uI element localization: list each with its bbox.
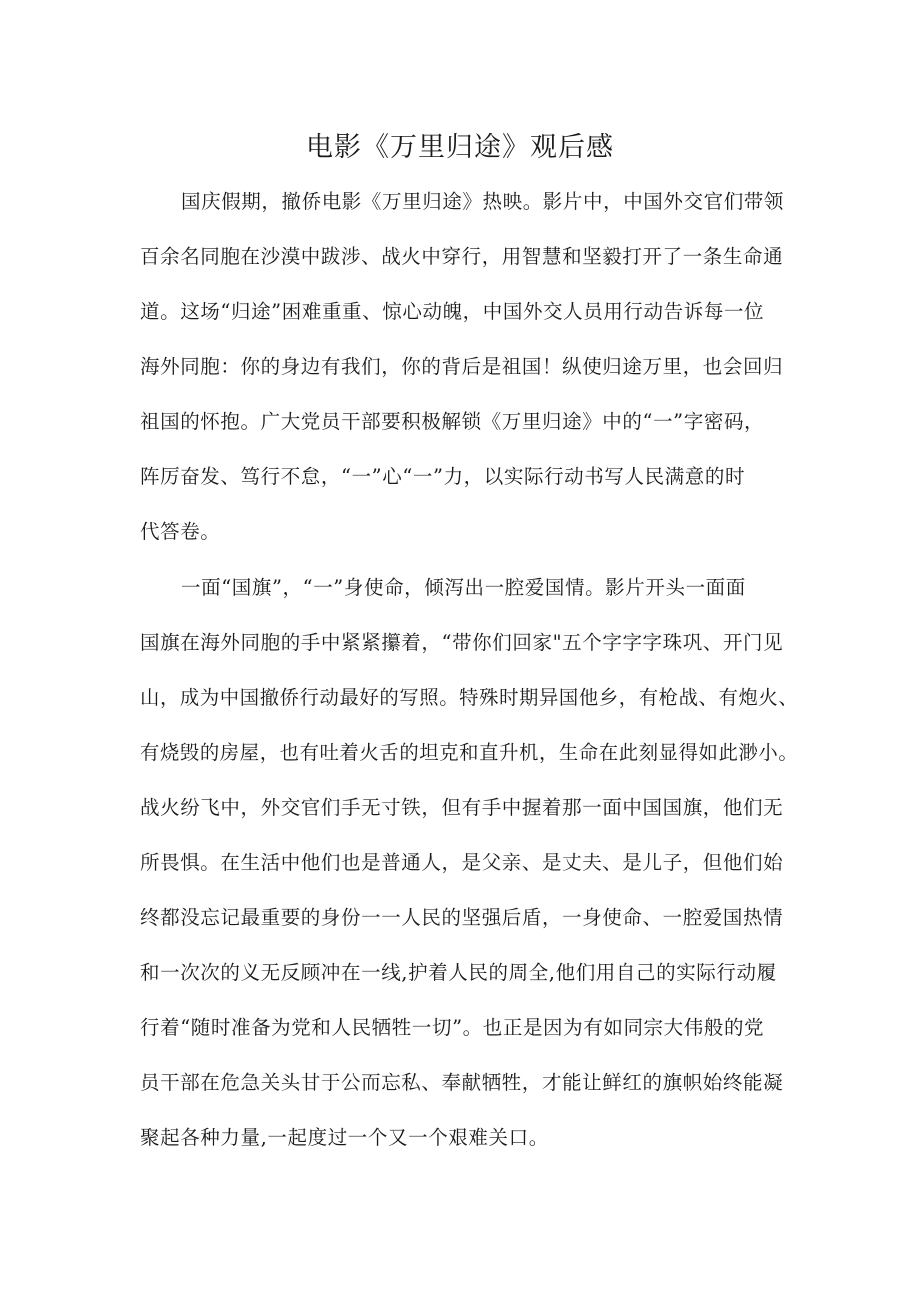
paragraph-line: 百余名同胞在沙漠中跋涉、战火中穿行，用智慧和坚毅打开了一条生命通 — [140, 245, 784, 268]
paragraph-line: 阵厉奋发、笃行不怠，“一”心“一”力，以实际行动书写人民满意的时 — [140, 465, 746, 488]
paragraph-line: 和一次次的义无反顾冲在一线,护着人民的周全,他们用自己的实际行动履 — [140, 961, 777, 984]
paragraph-line: 行着“随时准备为党和人民牺牲一切”。也正是因为有如同宗大伟般的党 — [140, 1016, 765, 1039]
paragraph-line: 聚起各种力量,一起度过一个又一个艰难关口。 — [140, 1126, 549, 1149]
paragraph-line: 战火纷飞中，外交官们手无寸铁，但有手中握着那一面中国国旗，他们无 — [140, 796, 784, 819]
paragraph-line: 国旗在海外同胞的手中紧紧攥着，“带你们回家"五个字字字珠巩、开门见 — [140, 631, 784, 654]
paragraph-line: 一面“国旗”，“一”身使命，倾泻出一腔爱国情。影片开头一面面 — [181, 576, 746, 599]
page-title: 电影《万里归途》观后感 — [306, 132, 614, 163]
paragraph-line: 所畏惧。在生活中他们也是普通人，是父亲、是丈夫、是儿子，但他们始 — [140, 851, 784, 874]
paragraph-line: 山，成为中国撤侨行动最好的写照。特殊时期异国他乡，有枪战、有炮火、 — [140, 686, 799, 709]
paragraph-line: 道。这场“归途”困难重重、惊心动魄，中国外交人员用行动告诉每一位 — [140, 300, 765, 323]
paragraph-line: 员干部在危急关头甘于公而忘私、奉献牺牲，才能让鲜红的旗帜始终能凝 — [140, 1071, 784, 1094]
paragraph-line: 代答卷。 — [140, 520, 221, 543]
paragraph-line: 有烧毁的房屋，也有吐着火舌的坦克和直升机，生命在此刻显得如此渺小。 — [140, 741, 799, 764]
paragraph-line: 祖国的怀抱。广大党员干部要积极解锁《万里归途》中的“一”字密码， — [140, 410, 765, 433]
paragraph-line: 海外同胞：你的身边有我们，你的背后是祖国！纵使归途万里，也会回归 — [140, 355, 784, 378]
paragraph-line: 国庆假期，撤侨电影《万里归途》热映。影片中，中国外交官们带领 — [181, 190, 785, 213]
paragraph-line: 终都没忘记最重要的身份一一人民的坚强后盾，一身使命、一腔爱国热情 — [140, 906, 784, 929]
